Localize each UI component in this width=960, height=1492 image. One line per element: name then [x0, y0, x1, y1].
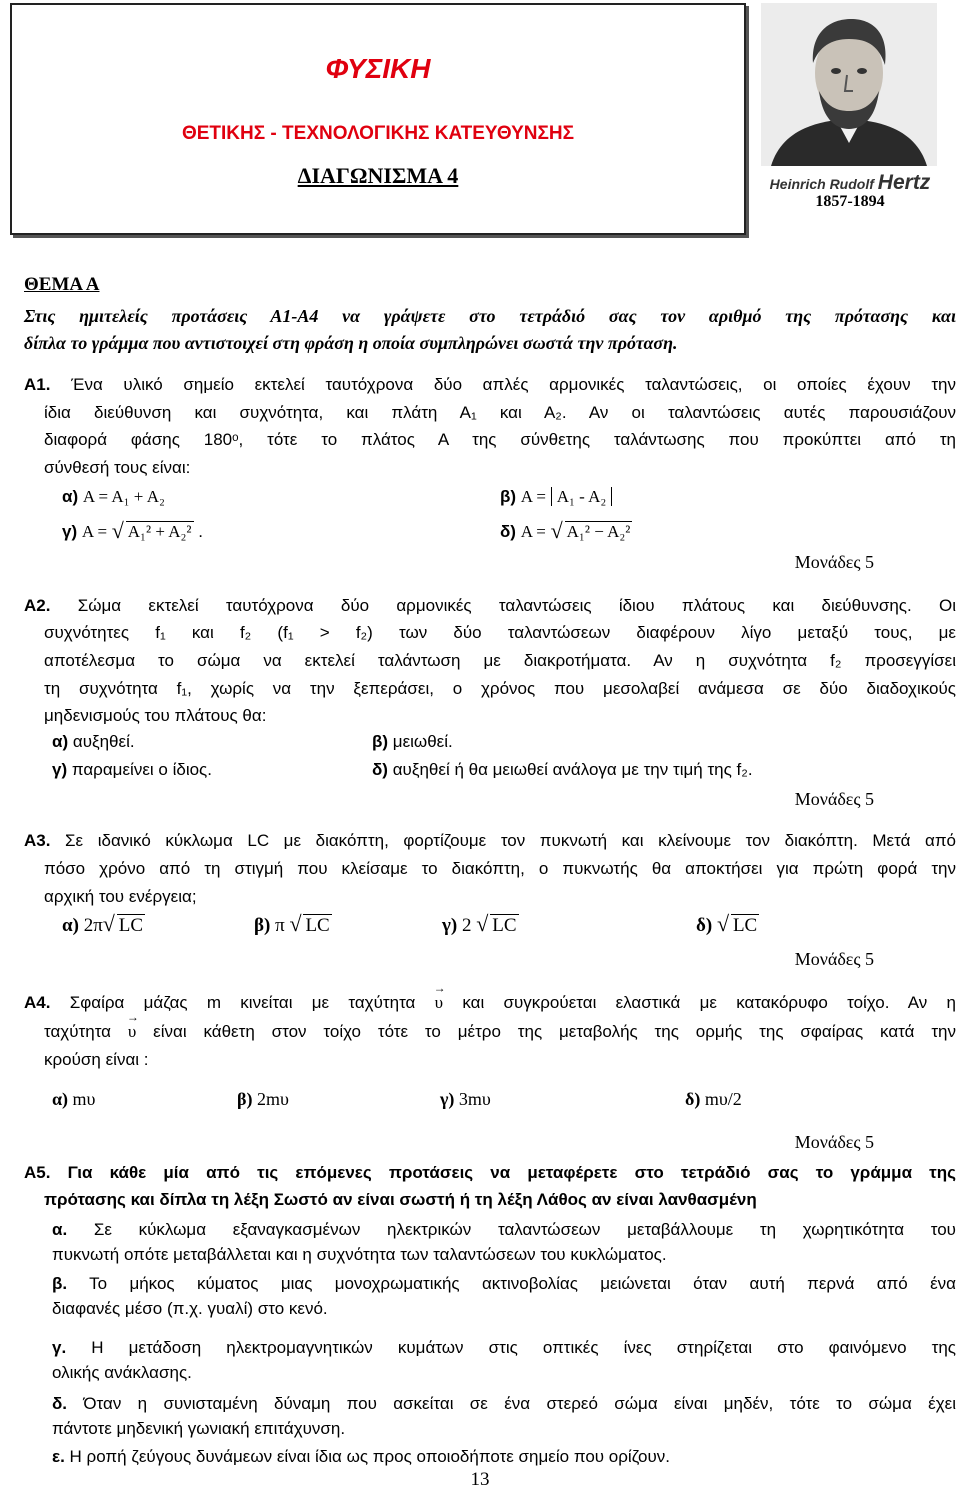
header-subtitle: ΘΕΤΙΚΗΣ - ΤΕΧΝΟΛΟΓΙΚΗΣ ΚΑΤΕΥΘΥΝΣΗΣ: [181, 123, 575, 144]
a5-item-delta: δ. Όταν η συνισταμένη δύναμη που ασκείται σε ένα στερεό σώμα είναι μηδέν, τότε το σώμα έχει: [52, 1394, 956, 1413]
a5-item-alpha: α. Σε κύκλωμα εξαναγκασμένων ηλεκτρικών ταλαντώσεων μεταβάλλουμε τη χωρητικότητα του: [52, 1220, 956, 1239]
a2-option-d: δ) αυξηθεί ή θα μειωθεί ανάλογα με την τιμή της f₂.: [372, 760, 753, 779]
a2-line-5: μηδενισμούς του πλάτους θα:: [44, 706, 267, 725]
a5-instruction-line-2: πρότασης και δίπλα τη λέξη Σωστό αν είναι σωστή ή τη λέξη Λάθος αν είναι λανθασμένη: [44, 1190, 757, 1209]
a5-item-delta-line-2: πάντοτε μηδενική γωνιακή επιτάχυνση.: [52, 1419, 346, 1438]
portrait-caption: [752, 171, 948, 195]
a4-option-c: γ) 3mυ: [440, 1089, 491, 1109]
a2-line-4: τη συχνότητα f₁, χωρίς να την ξεπεράσει, ο χρόνος που μεσολαβεί ανάμεσα σε δύο διαδοχικούς: [44, 679, 956, 698]
velocity-vector: → υ: [435, 994, 443, 1011]
a3-option-d: δ) √ LC: [696, 915, 759, 937]
a2-option-c: γ) παραμείνει ο ίδιος.: [52, 760, 212, 779]
a2-line-3: αποτέλεσμα το σώμα να εκτελεί ταλάντωση με διακροτήματα. Αν η συχνότητα f₂ προσεγγίσει: [44, 651, 956, 670]
a3-label: Α3.: [24, 831, 51, 850]
a5-item-epsilon: ε. Η ροπή ζεύγους δυνάμεων είναι ίδια ως προς οποιοδήποτε σημείο που ορίζουν.: [52, 1447, 671, 1466]
a2-option-a: α) αυξηθεί.: [52, 732, 135, 751]
exam-title: ΔΙΑΓΩΝΙΣΜΑ 4: [297, 163, 459, 188]
a4-line-1: Α4. Σφαίρα μάζας m κινείται με ταχύτητα → υ και συγκρούεται ελαστικά με κατακόρυφο τοίχο. Αν η: [24, 991, 956, 1015]
a1-line-4: σύνθεσή τους είναι:: [44, 458, 191, 477]
section-heading: ΘΕΜΑ Α: [24, 274, 100, 295]
a1-option-b: β) Α = Α₁ - Α₂: [500, 487, 612, 507]
velocity-vector: → υ: [128, 1023, 136, 1040]
a3-line-1: Α3. Σε ιδανικό κύκλωμα LC με διακόπτη, φορτίζουμε τον πυκνωτή και κλείνουμε τον διακόπτη. Μετά από: [24, 831, 956, 850]
portrait-first-names: Heinrich Rudolf: [769, 176, 874, 192]
instructions-line-1: Στις ημιτελείς προτάσεις Α1-Α4 να γράψετε στο τετράδιό σας τον αριθμό της πρότασης και: [24, 306, 956, 326]
a4-option-b: β) 2mυ: [237, 1089, 289, 1109]
a1-units: Μονάδες 5: [794, 552, 874, 572]
a3-line-2: πόσο χρόνο από τη στιγμή που κλείσαμε το διακόπτη, ο πυκνωτής θα αποκτήσει για πρώτη φορά την: [44, 859, 956, 878]
a3-option-c: γ) 2 √ LC: [442, 915, 519, 937]
a2-line-1: Α2. Σώμα εκτελεί ταυτόχρονα δύο αρμονικές ταλαντώσεις ίδιου πλάτους και διεύθυνσης. Οι: [24, 596, 956, 615]
page-number: 13: [470, 1469, 490, 1490]
a1-label: Α1.: [24, 375, 51, 394]
portrait-surname: Hertz: [877, 171, 931, 194]
header-title: ΦΥΣΙΚΗ: [325, 53, 431, 84]
header-box: [10, 3, 746, 235]
a1-option-a: α) Α = Α₁ + Α₂: [62, 487, 165, 506]
a5-item-beta: β. Το μήκος κύματος μιας μονοχρωματικής ακτινοβολίας μειώνεται όταν αυτή περνά από ένα: [52, 1274, 956, 1293]
a5-instruction-line-1: Α5. Για κάθε μία από τις επόμενες προτάσεις να μεταφέρετε στο τετράδιό σας το γράμμα της: [24, 1163, 956, 1182]
a4-label: Α4.: [24, 993, 51, 1012]
portrait-image: [761, 3, 937, 166]
a5-item-alpha-line-2: πυκνωτή οπότε μεταβάλλεται και η συχνότητα των ταλαντώσεων του κυκλώματος.: [52, 1245, 667, 1264]
a5-item-gamma-line-2: ολικής ανάκλασης.: [52, 1363, 192, 1382]
portrait-years: 1857-1894: [815, 193, 885, 210]
hertz-portrait: [761, 3, 937, 166]
a5-item-beta-line-2: διαφανές μέσο (π.χ. γυαλί) στο κενό.: [52, 1299, 328, 1318]
a1-line-2: ίδια διεύθυνση και συχνότητα, και πλάτη Α₁ και Α₂. Αν οι ταλαντώσεις αυτές παρουσιάζουν: [44, 403, 956, 422]
a1-line-3: διαφορά φάσης 180ᵒ, τότε το πλάτος Α της σύνθετης ταλάντωσης που προκύπτει από τη: [44, 430, 956, 449]
a4-line-2: ταχύτητα → υ είναι κάθετη στον τοίχο τότε το μέτρο της μεταβολής της ορμής της σφαίρας κατά την: [44, 1020, 956, 1044]
a5-label: Α5.: [24, 1163, 51, 1182]
a3-option-b: β) π √ LC: [254, 915, 332, 937]
instructions-line-2: δίπλα το γράμμα που αντιστοιχεί στη φράση η οποία συμπληρώνει σωστά την πρόταση.: [24, 333, 678, 353]
a3-units: Μονάδες 5: [794, 949, 874, 969]
a4-units: Μονάδες 5: [794, 1132, 874, 1152]
a2-units: Μονάδες 5: [794, 789, 874, 809]
a1-option-c: γ) Α = √ Α₁² + Α₂² .: [62, 522, 203, 542]
a3-line-3: αρχική του ενέργεια;: [44, 887, 197, 906]
a2-line-2: συχνότητες f₁ και f₂ (f₁ > f₂) των δύο ταλαντώσεων διαφέρουν λίγο μεταξύ τους, με: [44, 623, 956, 642]
a5-item-gamma: γ. Η μετάδοση ηλεκτρομαγνητικών κυμάτων στις οπτικές ίνες στηρίζεται στο φαινόμενο της: [52, 1338, 956, 1357]
a2-option-b: β) μειωθεί.: [372, 732, 453, 751]
a4-option-d: δ) mυ/2: [685, 1089, 742, 1109]
a3-option-a: α) 2π√ LC: [62, 915, 145, 937]
a2-label: Α2.: [24, 596, 51, 615]
a4-line-3: κρούση είναι :: [44, 1050, 149, 1069]
a4-option-a: α) mυ: [52, 1089, 96, 1109]
a1-line-1: Α1. Ένα υλικό σημείο εκτελεί ταυτόχρονα δύο απλές αρμονικές ταλαντώσεις, οι οποίες έχουν την: [24, 375, 956, 394]
a1-option-d: δ) Α = √ Α₁² − Α₂²: [500, 522, 632, 542]
